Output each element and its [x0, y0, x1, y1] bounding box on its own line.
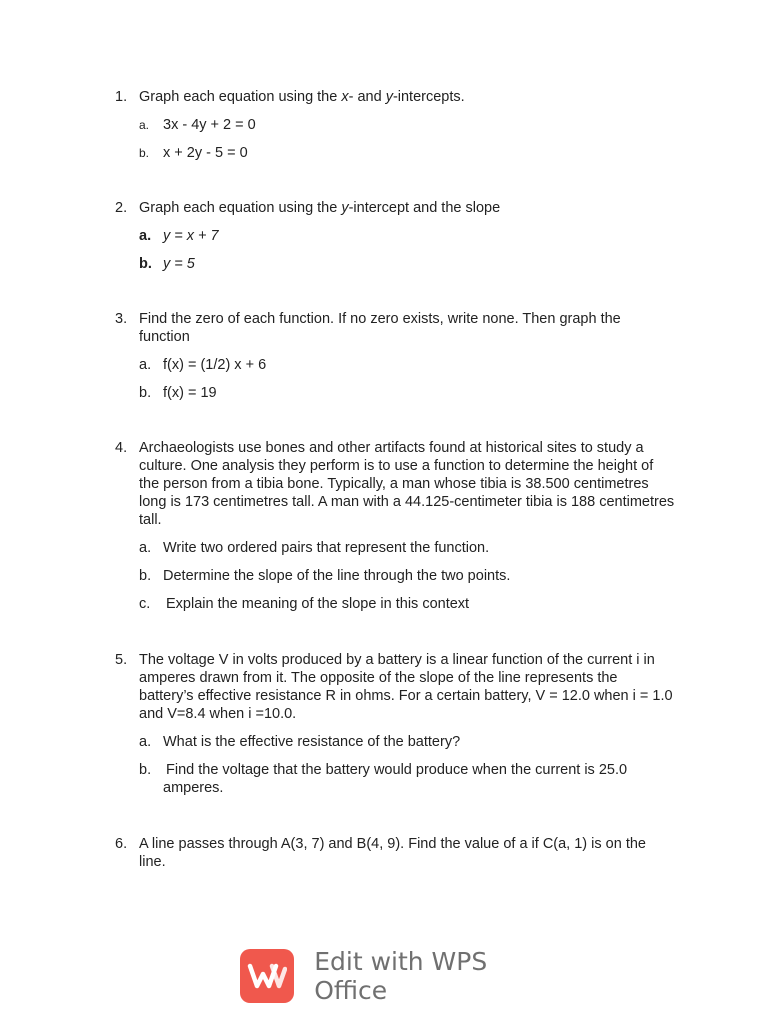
question-1 [115, 88, 675, 162]
question-5 [115, 651, 675, 797]
question-text: Find the zero of each function. If no zero exists, write none. Then graph the function [139, 311, 621, 345]
question-text: The voltage V in volts produced by a battery is a linear function of the current i in amperes drawn from it. The opposite of the slope of the line represents the battery’s effective resistance R in ohms. For a certain battery, V = 12.0 when i = 1.0 and V=8.4 when i =10.0. [139, 652, 673, 722]
question-part: b. Determine the slope of the line through the two points. [139, 568, 511, 584]
question-part: a. Write two ordered pairs that represent the function. [139, 540, 490, 556]
question-part: b. y = 5 [139, 256, 195, 272]
question-number: 6. [115, 836, 128, 852]
question-part: b. Find the voltage that the battery would produce when the current is 25.0 amperes. [139, 762, 628, 796]
question-text: A line passes through A(3, 7) and B(4, 9). Find the value of a if C(a, 1) is on the line. [139, 836, 646, 870]
question-number: 5. [115, 652, 128, 668]
wps-watermark-text: Edit with WPS Office [314, 947, 488, 1005]
question-part: a. What is the effective resistance of the battery? [139, 734, 461, 750]
question-part: a. f(x) = (1/2) x + 6 [139, 357, 267, 373]
question-number: 4. [115, 440, 128, 456]
question-number: 1. [115, 89, 128, 105]
question-number: 2. [115, 200, 128, 216]
question-part: c. Explain the meaning of the slope in this context [139, 596, 470, 612]
question-part: b. x + 2y - 5 = 0 [139, 145, 248, 161]
question-text: Graph each equation using the x- and y-intercepts. [139, 89, 465, 105]
question-part: a. 3x - 4y + 2 = 0 [139, 117, 256, 133]
question-4 [115, 439, 675, 613]
question-part: a. y = x + 7 [139, 228, 219, 244]
wps-watermark[interactable] [240, 948, 560, 1004]
question-3 [115, 310, 675, 402]
wps-logo-icon [240, 949, 294, 1003]
question-6 [115, 835, 675, 871]
question-text: Archaeologists use bones and other artifacts found at historical sites to study a culture. One analysis they perform is to use a function to determine the height of the person from a tibia bone. Typically, a man whose tibia is 38.500 centimetres long is 173 centimetres tall. A man with a 44.125-centimeter tibia is 188 centimetres tall. [139, 440, 675, 528]
question-text: Graph each equation using the y-intercept and the slope [139, 200, 501, 216]
question-2 [115, 199, 675, 273]
question-part: b. f(x) = 19 [139, 385, 217, 401]
question-number: 3. [115, 311, 128, 327]
